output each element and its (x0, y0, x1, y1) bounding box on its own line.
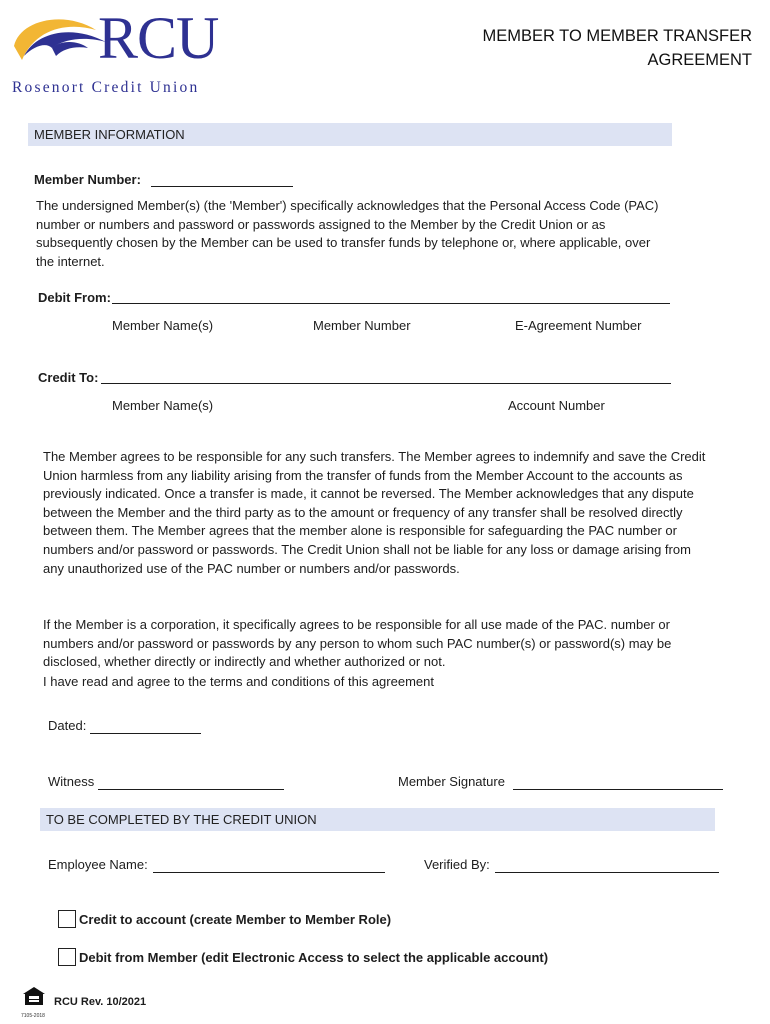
title-line-2: AGREEMENT (647, 51, 752, 69)
terms-paragraph-1: The Member agrees to be responsible for any such transfers. The Member agrees to indemnify and save the Credit Union harmless from any liability arising from the transfer of funds from the Member Account to the accounts as previously indicated. Once a transfer is made, it cannot be reversed. The Member acknowledges that any dispute between the Member and the third party as to the amount or frequency of any transfer shall be resolved directly between them. The Member agrees that the member alone is responsible for safeguarding the PAC number or numbers and/or password or passwords. The Credit Union shall not be liable for any loss or damage arising from any unauthorized use of the PAC number or numbers and/or passwords. (43, 449, 706, 576)
witness-label: Witness (48, 774, 95, 789)
agreement-statement: I have read and agree to the terms and conditions of this agreement (43, 674, 434, 689)
debit-from-member-option[interactable] (58, 948, 548, 966)
title-line-1: MEMBER TO MEMBER TRANSFER (482, 27, 752, 45)
member-signature-field[interactable] (513, 774, 723, 790)
employee-name-label: Employee Name: (48, 857, 148, 872)
member-number-label: Member Number: (34, 172, 141, 187)
debit-member-names-caption: Member Name(s) (112, 318, 214, 333)
acknowledgement-paragraph: The undersigned Member(s) (the 'Member') specifically acknowledges that the Personal Access Code (PAC) number or numbers and password or passwords assigned to the Member by the Credit Union or as subsequently chosen by the Member can be used to transfer funds by telephone or, where applicable, over the internet. (36, 198, 659, 269)
badge-caption: 7105-2018 (21, 1013, 45, 1019)
credit-account-number-caption: Account Number (508, 398, 605, 413)
verified-by-label: Verified By: (424, 857, 490, 872)
dated-label: Dated: (48, 718, 87, 733)
checkbox-icon[interactable] (58, 948, 76, 966)
credit-to-account-option[interactable] (58, 910, 391, 928)
credit-to-field[interactable] (101, 369, 671, 384)
credit-to-account-label: Credit to account (create Member to Member Role) (79, 911, 392, 927)
debit-from-field[interactable] (112, 289, 670, 304)
credit-union-section-header: TO BE COMPLETED BY THE CREDIT UNION (40, 808, 715, 831)
dated-field[interactable] (90, 718, 201, 734)
debit-e-agreement-caption: E-Agreement Number (515, 318, 642, 333)
terms-paragraph-2: If the Member is a corporation, it specifically agrees to be responsible for all use made of the PAC. number or numbers and/or password or passwords by any person to whom such PAC number(s) or password(s) may be disclosed, whether directly or indirectly and whether authorized or not. (43, 617, 672, 670)
lender-badge-icon (22, 986, 46, 1012)
credit-member-names-caption: Member Name(s) (112, 398, 214, 413)
credit-to-label: Credit To: (38, 370, 99, 385)
verified-by-field[interactable] (495, 857, 719, 873)
debit-from-member-label: Debit from Member (edit Electronic Access to select the applicable account) (79, 949, 549, 965)
document-title (482, 24, 752, 72)
member-number-field[interactable] (151, 172, 293, 187)
employee-name-field[interactable] (153, 857, 385, 873)
member-signature-label: Member Signature (398, 774, 505, 789)
member-information-header: MEMBER INFORMATION (28, 123, 672, 146)
debit-from-label: Debit From: (38, 290, 111, 305)
logo-wordmark: RCU (98, 5, 219, 71)
witness-signature-field[interactable] (98, 774, 284, 790)
organization-name: Rosenort Credit Union (12, 79, 200, 96)
checkbox-icon[interactable] (58, 910, 76, 928)
rcu-swoosh-logo-icon (12, 12, 110, 68)
revision-label: RCU Rev. 10/2021 (54, 996, 147, 1008)
debit-member-number-caption: Member Number (313, 318, 411, 333)
